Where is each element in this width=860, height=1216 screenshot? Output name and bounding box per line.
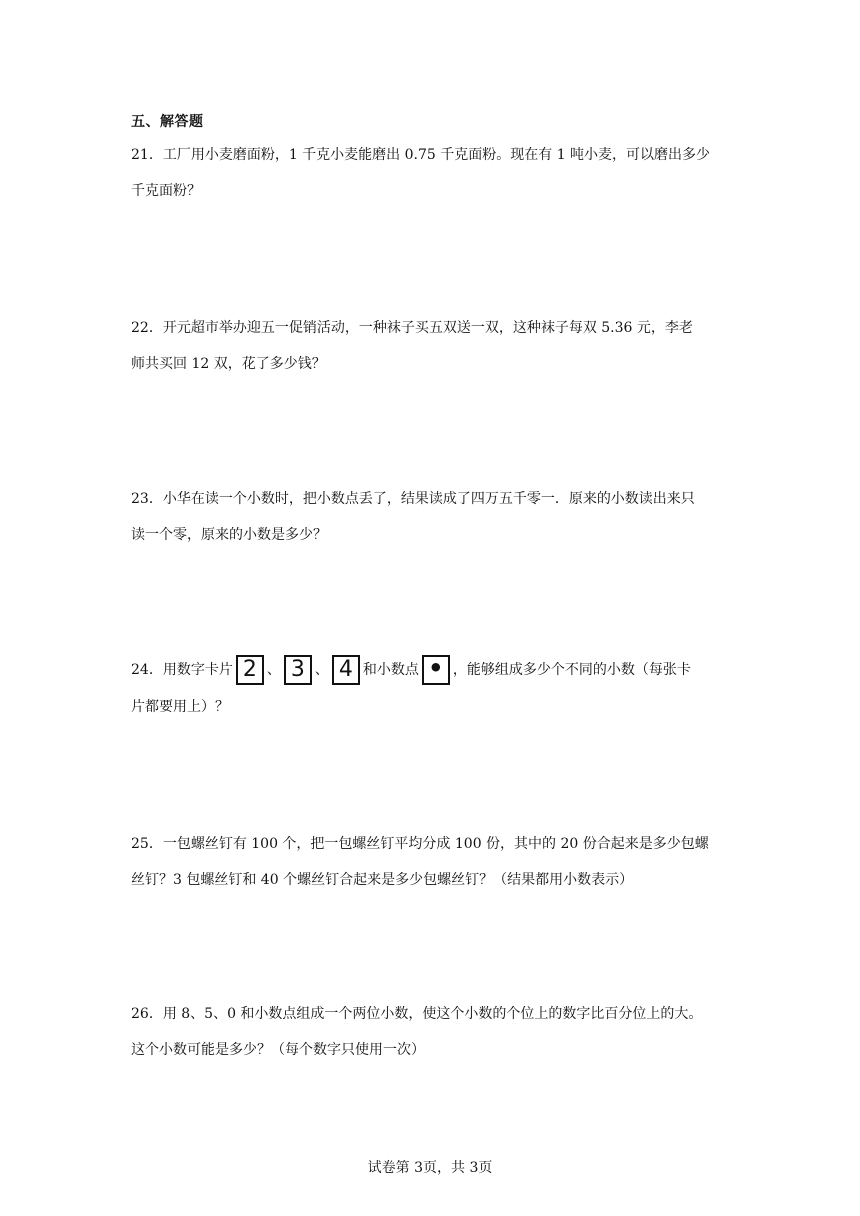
question-21-line-1: 21．工厂用小麦磨面粉，1 千克小麦能磨出 0.75 千克面粉。现在有 1 吨小麦，可以磨出多少 — [131, 147, 711, 163]
digit-card-3: 3 — [284, 655, 312, 685]
question-25 — [131, 826, 731, 898]
question-25-line-1: 25．一包螺丝钉有 100 个，把一包螺丝钉平均分成 100 份，其中的 20 份合起来是多少包螺 — [131, 836, 709, 852]
question-26-line-1: 26．用 8、5、0 和小数点组成一个两位小数，使这个小数的个位上的数字比百分位上的大。 — [131, 1006, 703, 1022]
question-21-line-2: 千克面粉？ — [131, 183, 201, 199]
separator: 、 — [314, 662, 329, 678]
digit-card-4: 4 — [332, 655, 360, 685]
question-24-mid: 和小数点 — [362, 662, 419, 678]
question-26 — [131, 996, 731, 1068]
question-24-line-2: 片都要用上）？ — [131, 699, 229, 715]
question-23-line-2: 读一个零，原来的小数是多少？ — [131, 527, 327, 543]
page-footer: 试卷第 3页，共 3页 — [367, 1160, 493, 1176]
decimal-point-card: • — [422, 655, 450, 685]
question-22-line-2: 师共买回 12 双，花了多少钱？ — [131, 356, 326, 372]
question-23 — [131, 481, 731, 553]
question-24-prefix: 24．用数字卡片 — [131, 662, 233, 678]
question-22-line-1: 22．开元超市举办迎五一促销活动，一种袜子买五双送一双，这种袜子每双 5.36 元，李老 — [131, 320, 693, 336]
question-26-line-2: 这个小数可能是多少？（每个数字只使用一次） — [131, 1042, 425, 1058]
question-21 — [131, 137, 731, 209]
question-24-line-1 — [131, 650, 731, 690]
question-25-line-2: 丝钉？3 包螺丝钉和 40 个螺丝钉合起来是多少包螺丝钉？（结果都用小数表示） — [131, 872, 634, 888]
digit-card-2: 2 — [236, 655, 264, 685]
question-24-suffix: ，能够组成多少个不同的小数（每张卡 — [452, 662, 691, 678]
question-22 — [131, 310, 731, 382]
question-23-line-1: 23．小华在读一个小数时，把小数点丢了，结果读成了四万五千零一．原来的小数读出来只 — [131, 491, 695, 507]
section-title: 五、解答题 — [131, 114, 204, 130]
question-24 — [131, 650, 731, 724]
separator: 、 — [266, 662, 281, 678]
